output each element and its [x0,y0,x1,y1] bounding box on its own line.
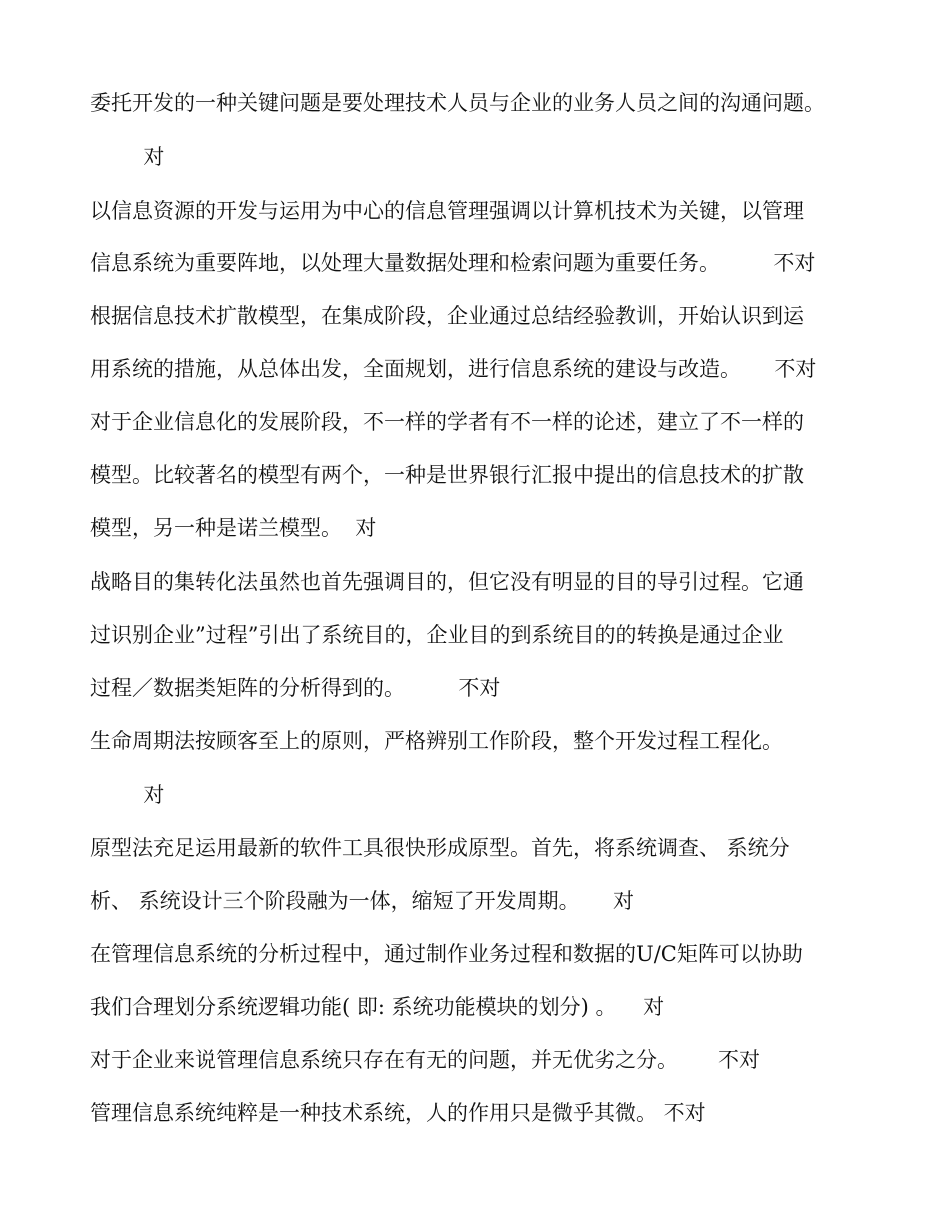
text-line: 过程／数据类矩阵的分析得到的。 不对 [90,676,501,700]
text-line: 对于企业来说管理信息系统只存在有无的问题，并无优劣之分。 不对 [90,1048,761,1072]
text-line: 在管理信息系统的分析过程中，通过制作业务过程和数据的U/C矩阵可以协助 [90,942,803,966]
text-line: 对于企业信息化的发展阶段，不一样的学者有不一样的论述，建立了不一样的 [90,410,804,434]
text-line: 模型。比较著名的模型有两个，一种是世界银行汇报中提出的信息技术的扩散 [90,463,804,487]
text-line: 以信息资源的开发与运用为中心的信息管理强调以计算机技术为关键，以管理 [90,199,804,223]
text-line: 根据信息技术扩散模型，在集成阶段，企业通过总结经验教训，开始认识到运 [90,304,804,328]
answer-line: 对 [90,145,165,169]
text-line: 战略目的集转化法虽然也首先强调目的，但它没有明显的目的导引过程。它通 [90,570,804,594]
text-line: 信息系统为重要阵地，以处理大量数据处理和检索问题为重要任务。 不对 [90,251,816,275]
text-line: 过识别企业”过程”引出了系统目的，企业目的到系统目的的转换是通过企业 [90,623,784,647]
text-line: 用系统的措施，从总体出发，全面规划，进行信息系统的建设与改造。 不对 [90,357,817,381]
text-line: 生命周期法按顾客至上的原则，严格辨别工作阶段，整个开发过程工程化。 [90,729,783,753]
text-line: 原型法充足运用最新的软件工具很快形成原型。首先，将系统调查、 系统分 [90,836,790,860]
text-line: 模型，另一种是诺兰模型。 对 [90,516,377,540]
answer-line: 对 [90,783,165,807]
text-line: 析、 系统设计三个阶段融为一体，缩短了开发周期。 对 [90,889,635,913]
text-line: 委托开发的一种关键问题是要处理技术人员与企业的业务人员之间的沟通问题。 [90,91,825,115]
text-line: 管理信息系统纯粹是一种技术系统，人的作用只是微乎其微。 不对 [90,1101,706,1125]
text-line: 我们合理划分系统逻辑功能( 即: 系统功能模块的划分) 。 对 [90,995,665,1019]
